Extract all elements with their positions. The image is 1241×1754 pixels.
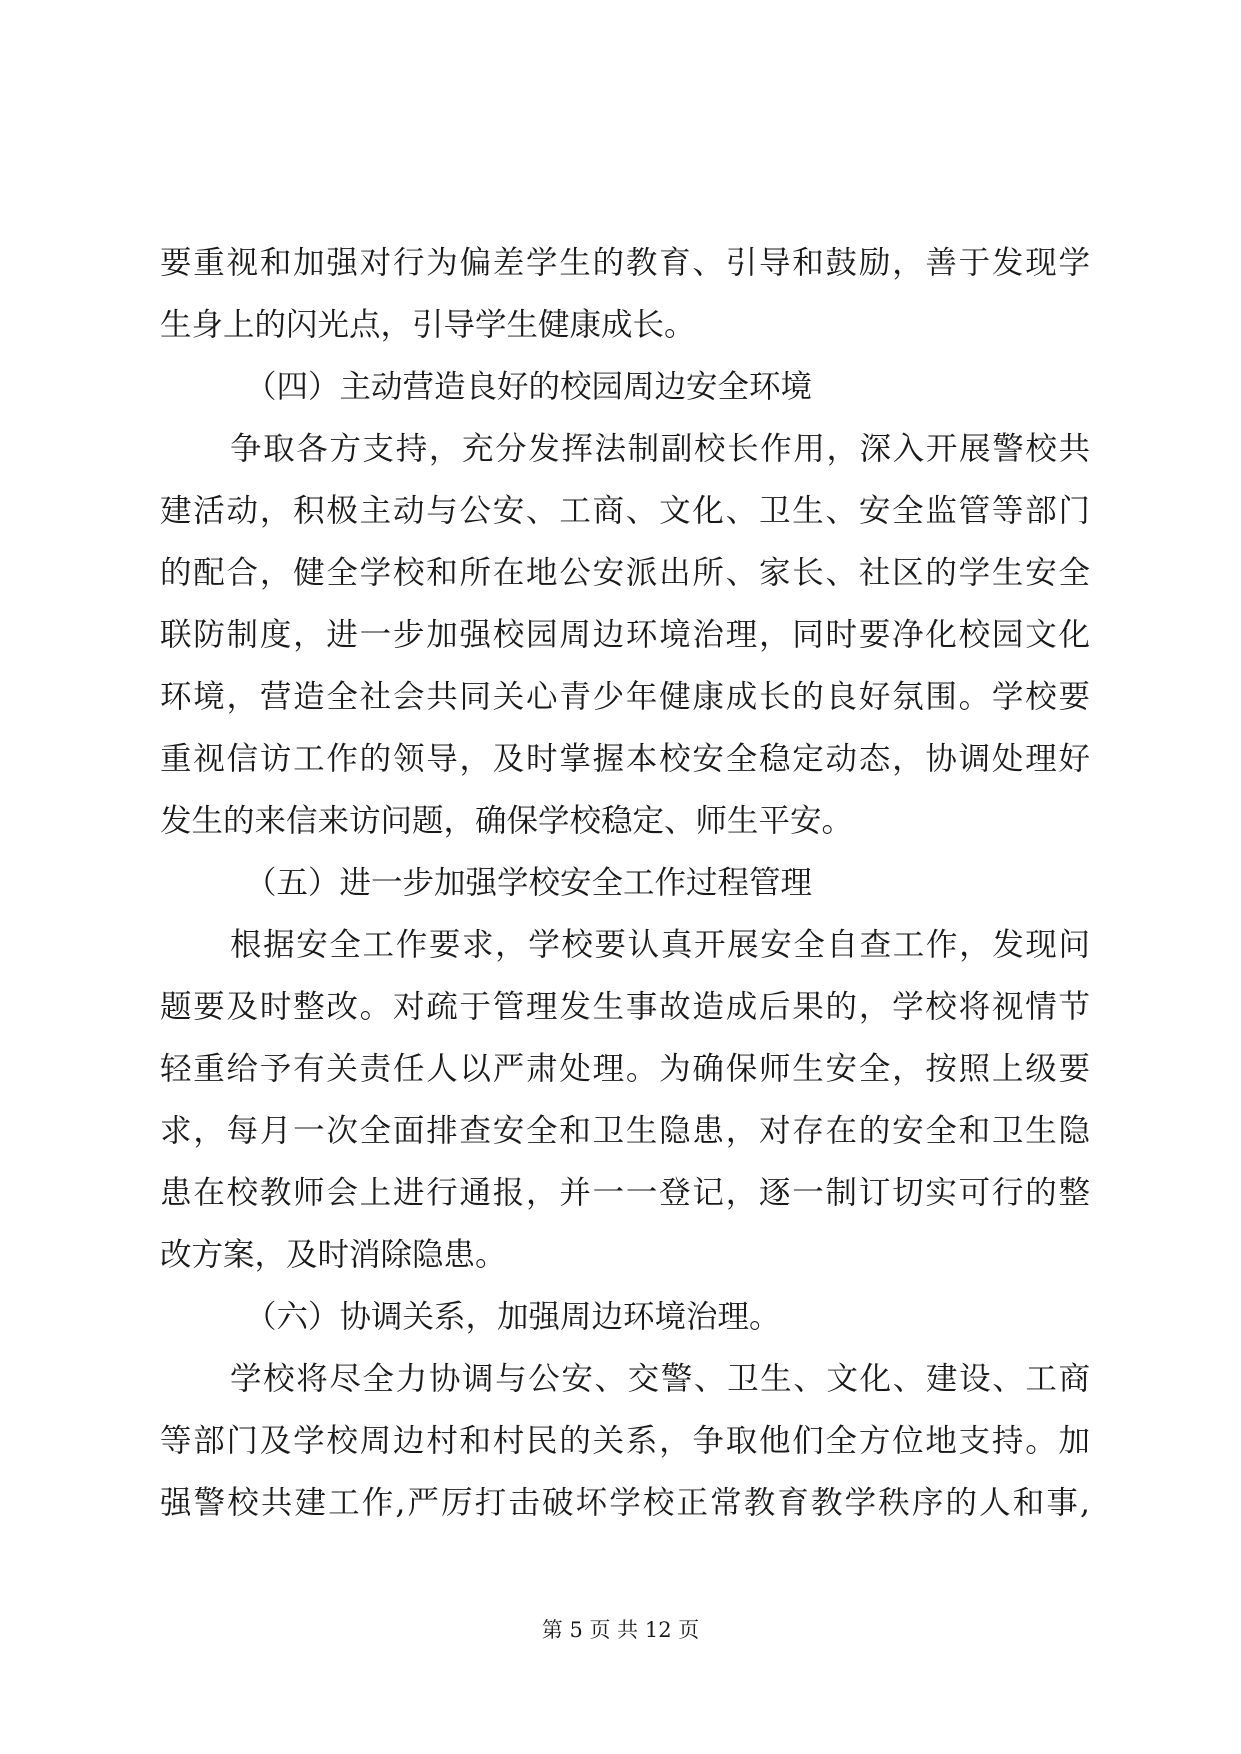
document-body	[160, 232, 1090, 1534]
text-line: 联防制度，进一步加强校园周边环境治理，同时要净化校园文化	[160, 617, 1090, 653]
page-number-footer: 第 5 页 共 12 页	[541, 1618, 700, 1642]
section-heading: （五）进一步加强学校安全工作过程管理	[245, 865, 813, 901]
text-line: 等部门及学校周边村和村民的关系，争取他们全方位地支持。加	[160, 1423, 1090, 1459]
text-line: 学校将尽全力协调与公安、交警、卫生、文化、建设、工商	[230, 1361, 1090, 1397]
text-line: 轻重给予有关责任人以严肃处理。为确保师生安全，按照上级要	[160, 1051, 1090, 1087]
text-line: 求，每月一次全面排查安全和卫生隐患，对存在的安全和卫生隐	[160, 1113, 1090, 1149]
text-line: 强警校共建工作,严厉打击破坏学校正常教育教学秩序的人和事,	[160, 1485, 1090, 1521]
section-heading: （六）协调关系，加强周边环境治理。	[245, 1299, 781, 1335]
text-line: 发生的来信来访问题，确保学校稳定、师生平安。	[160, 803, 854, 839]
text-line: 重视信访工作的领导，及时掌握本校安全稳定动态，协调处理好	[160, 741, 1090, 777]
section-heading: （四）主动营造良好的校园周边安全环境	[245, 369, 813, 405]
text-line: 要重视和加强对行为偏差学生的教育、引导和鼓励，善于发现学	[160, 245, 1090, 281]
text-line: 根据安全工作要求，学校要认真开展安全自查工作，发现问	[230, 927, 1090, 963]
text-line: 环境，营造全社会共同关心青少年健康成长的良好氛围。学校要	[160, 679, 1090, 715]
text-line: 改方案，及时消除隐患。	[160, 1237, 507, 1273]
text-line: 患在校教师会上进行通报，并一一登记，逐一制订切实可行的整	[160, 1175, 1090, 1211]
text-line: 题要及时整改。对疏于管理发生事故造成后果的，学校将视情节	[160, 989, 1090, 1025]
text-line: 的配合，健全学校和所在地公安派出所、家长、社区的学生安全	[160, 555, 1090, 591]
text-line: 争取各方支持，充分发挥法制副校长作用，深入开展警校共	[230, 431, 1090, 467]
text-line: 生身上的闪光点，引导学生健康成长。	[160, 307, 696, 343]
text-line: 建活动，积极主动与公安、工商、文化、卫生、安全监管等部门	[160, 493, 1090, 529]
